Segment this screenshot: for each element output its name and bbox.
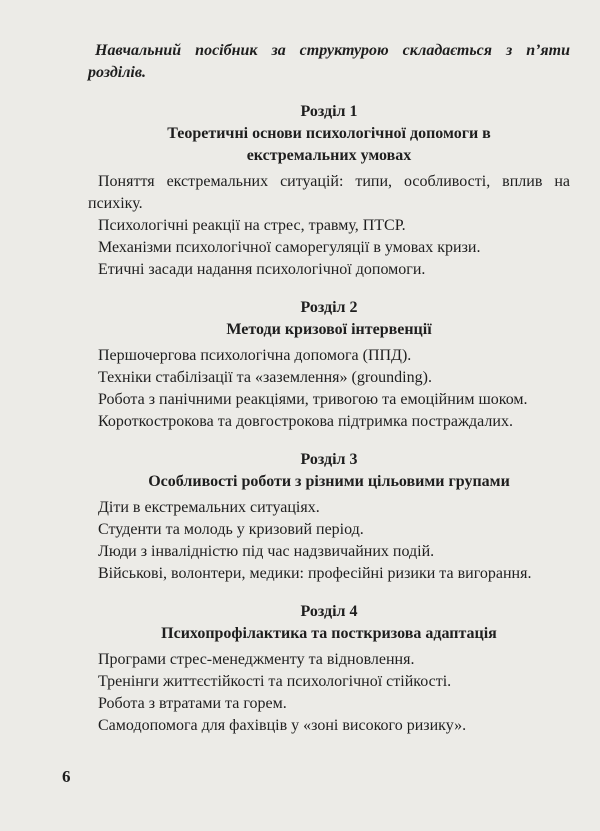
section-title: Особливості роботи з різними цільовими групами [148, 473, 510, 490]
list-item: Робота з панічними реакціями, тривогою та емоційним шоком. [98, 391, 528, 408]
section-number: Розділ 4 [300, 603, 358, 620]
section-number: Розділ 2 [300, 299, 358, 316]
section-2 [88, 297, 570, 433]
section-3 [88, 449, 570, 585]
section-title: Теоретичні основи психологічної допомоги в екстремальних умовах [167, 125, 491, 164]
list-item: Військові, волонтери, медики: професійні ризики та вигорання. [98, 565, 532, 582]
section-items [88, 497, 570, 585]
section-title: Психопрофілактика та посткризова адаптація [161, 625, 497, 642]
intro-paragraph: Навчальний посібник за структурою складається з п’яти розділів. [88, 42, 570, 81]
list-item: Люди з інвалідністю під час надзвичайних подій. [98, 543, 435, 560]
list-item: Техніки стабілізації та «заземлення» (grounding). [98, 369, 432, 386]
section-items [88, 649, 570, 737]
section-title: Методи кризової інтервенції [226, 321, 432, 338]
page-number: 6 [62, 767, 71, 786]
section-number: Розділ 3 [300, 451, 358, 468]
list-item: Робота з втратами та горем. [98, 695, 287, 712]
section-items [88, 171, 570, 281]
list-item: Етичні засади надання психологічної допомоги. [98, 261, 426, 278]
list-item: Студенти та молодь у кризовий період. [98, 521, 364, 538]
list-item: Самодопомога для фахівців у «зоні високого ризику». [98, 717, 467, 734]
list-item: Тренінги життєстійкості та психологічної стійкості. [98, 673, 452, 690]
section-number: Розділ 1 [300, 103, 358, 120]
list-item: Механізми психологічної саморегуляції в умовах кризи. [98, 239, 481, 256]
list-item: Короткострокова та довгострокова підтримка постраждалих. [98, 413, 513, 430]
section-items [88, 345, 570, 433]
list-item: Поняття екстремальних ситуацій: типи, особливості, вплив на психіку. [88, 173, 570, 212]
list-item: Програми стрес-менеджменту та відновлення. [98, 651, 415, 668]
section-4 [88, 601, 570, 737]
list-item: Першочергова психологічна допомога (ППД). [98, 347, 412, 364]
list-item: Психологічні реакції на стрес, травму, ПТСР. [98, 217, 406, 234]
section-1 [88, 101, 570, 281]
list-item: Діти в екстремальних ситуаціях. [98, 499, 320, 516]
